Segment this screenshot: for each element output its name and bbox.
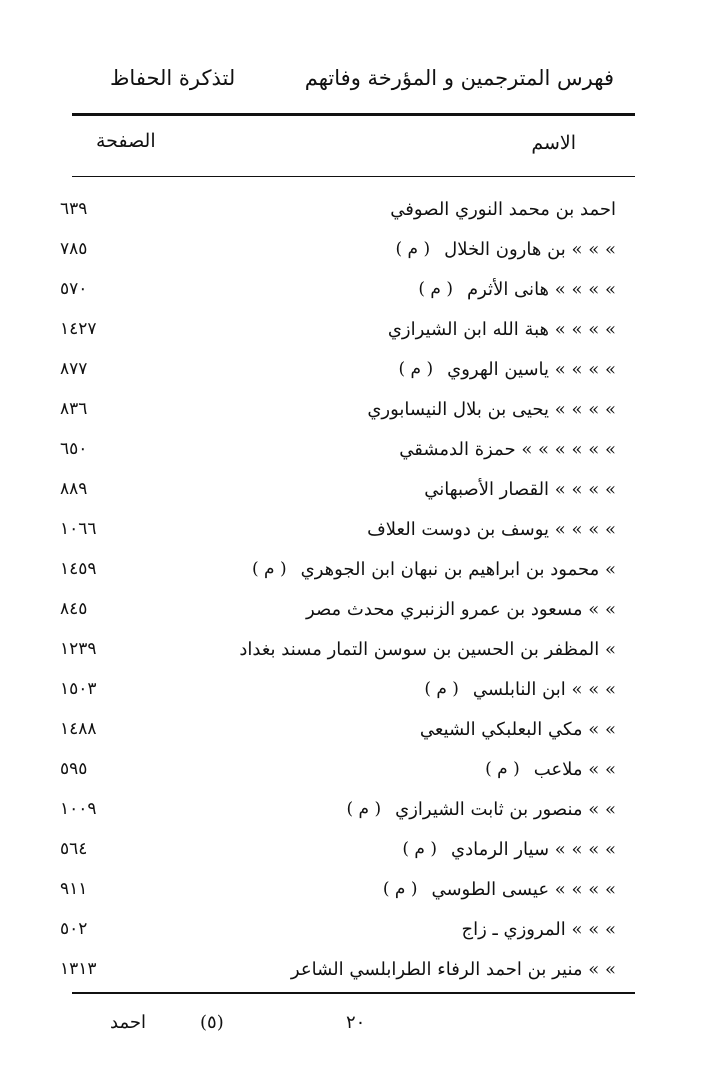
entry-name: » » » » » » حمزة الدمشقي <box>399 438 616 460</box>
list-item <box>60 872 616 906</box>
entry-page: ١٢٣٩ <box>60 639 97 659</box>
entry-page: ١٤٨٨ <box>60 719 97 739</box>
column-rule <box>72 176 635 177</box>
header-rule <box>72 113 635 116</box>
list-item <box>60 752 616 786</box>
entry-page: ٨٨٩ <box>60 479 88 499</box>
entry-name: » محمود بن ابراهيم بن نبهان ابن الجوهري <box>300 558 616 580</box>
entry-name: » » » بن هارون الخلال <box>444 238 616 260</box>
list-item <box>60 512 616 546</box>
list-item <box>60 472 616 506</box>
entry-name: » » » » هانى الأثرم <box>466 278 616 300</box>
entry-name: » » » » القصار الأصبهاني <box>424 478 616 500</box>
entry-page: ٧٨٥ <box>60 239 88 259</box>
entry-name: » » » » يحيى بن بلال النيسابوري <box>367 398 616 420</box>
list-item <box>60 672 616 706</box>
entry-page: ٥٧٠ <box>60 279 88 299</box>
entry-page: ٨٧٧ <box>60 359 88 379</box>
entry-name: » المظفر بن الحسين بن سوسن التمار مسند بغداد <box>239 638 616 660</box>
entry-tag: ( م ) <box>252 559 287 579</box>
entry-name: » » » » هبة الله ابن الشيرازي <box>387 318 616 340</box>
list-item <box>60 552 616 586</box>
list-item <box>60 792 616 826</box>
entry-page: ١٥٠٣ <box>60 679 97 699</box>
list-item <box>60 432 616 466</box>
footer-rule <box>72 992 635 994</box>
entry-tag: ( م ) <box>395 239 431 259</box>
entry-page: ٥٦٤ <box>60 839 88 859</box>
entry-name: » » مسعود بن عمرو الزنبري محدث مصر <box>306 598 616 620</box>
entry-page: ٥٩٥ <box>60 759 88 779</box>
entry-name: » » مكي البعلبكي الشيعي <box>419 718 616 740</box>
list-item <box>60 832 616 866</box>
entry-page: ٦٥٠ <box>60 439 88 459</box>
header-right-title: فهرس المترجمين و المؤرخة وفاتهم <box>304 66 614 90</box>
entry-name: » » » ابن النابلسي <box>472 678 616 700</box>
column-page-label: الصفحة <box>96 130 156 152</box>
list-item <box>60 192 616 226</box>
entry-tag: ( م ) <box>402 839 437 859</box>
list-item <box>60 952 616 986</box>
entry-name: » » » » عيسى الطوسي <box>431 878 616 900</box>
entry-page: ١٤٢٧ <box>60 319 97 339</box>
entry-page: ٥٠٢ <box>60 919 88 939</box>
footer-catchword: احمد <box>110 1012 146 1033</box>
list-item <box>60 712 616 746</box>
list-item <box>60 232 616 266</box>
entry-tag: ( م ) <box>485 759 520 779</box>
entry-page: ١٤٥٩ <box>60 559 97 579</box>
list-item <box>60 912 616 946</box>
entry-tag: ( م ) <box>418 279 453 299</box>
entry-page: ٦٣٩ <box>60 199 88 219</box>
entry-tag: ( م ) <box>382 879 418 899</box>
column-name-label: الاسم <box>531 132 576 154</box>
entry-name: » » » » ياسين الهروي <box>447 358 616 380</box>
list-item <box>60 392 616 426</box>
entry-page: ٨٣٦ <box>60 399 88 419</box>
entry-name: » » ملاعب <box>533 758 616 780</box>
entry-tag: ( م ) <box>346 799 382 819</box>
entry-tag: ( م ) <box>424 679 459 699</box>
entry-name: » » منصور بن ثابت الشيرازي <box>395 798 616 820</box>
entry-page: ٨٤٥ <box>60 599 88 619</box>
header-left-title: لتذكرة الحفاظ <box>110 66 236 90</box>
footer-signature: (٥) <box>200 1012 224 1033</box>
entry-name: » » منير بن احمد الرفاء الطرابلسي الشاعر <box>290 958 616 980</box>
list-item <box>60 272 616 306</box>
entry-name: » » » المروزي ـ زاج <box>461 918 616 940</box>
list-item <box>60 592 616 626</box>
list-item <box>60 312 616 346</box>
list-item <box>60 632 616 666</box>
entry-name: » » » » يوسف بن دوست العلاف <box>367 518 616 540</box>
entry-page: ١٠٦٦ <box>60 519 97 539</box>
entry-name: احمد بن محمد النوري الصوفي <box>390 198 616 220</box>
list-item <box>60 352 616 386</box>
entry-tag: ( م ) <box>398 359 434 379</box>
footer-page-number: ٢٠ <box>346 1012 366 1033</box>
entry-page: ١٣١٣ <box>60 959 97 979</box>
entry-page: ١٠٠٩ <box>60 799 97 819</box>
entry-page: ٩١١ <box>60 879 88 899</box>
entry-name: » » » » سيار الرمادي <box>451 838 616 860</box>
